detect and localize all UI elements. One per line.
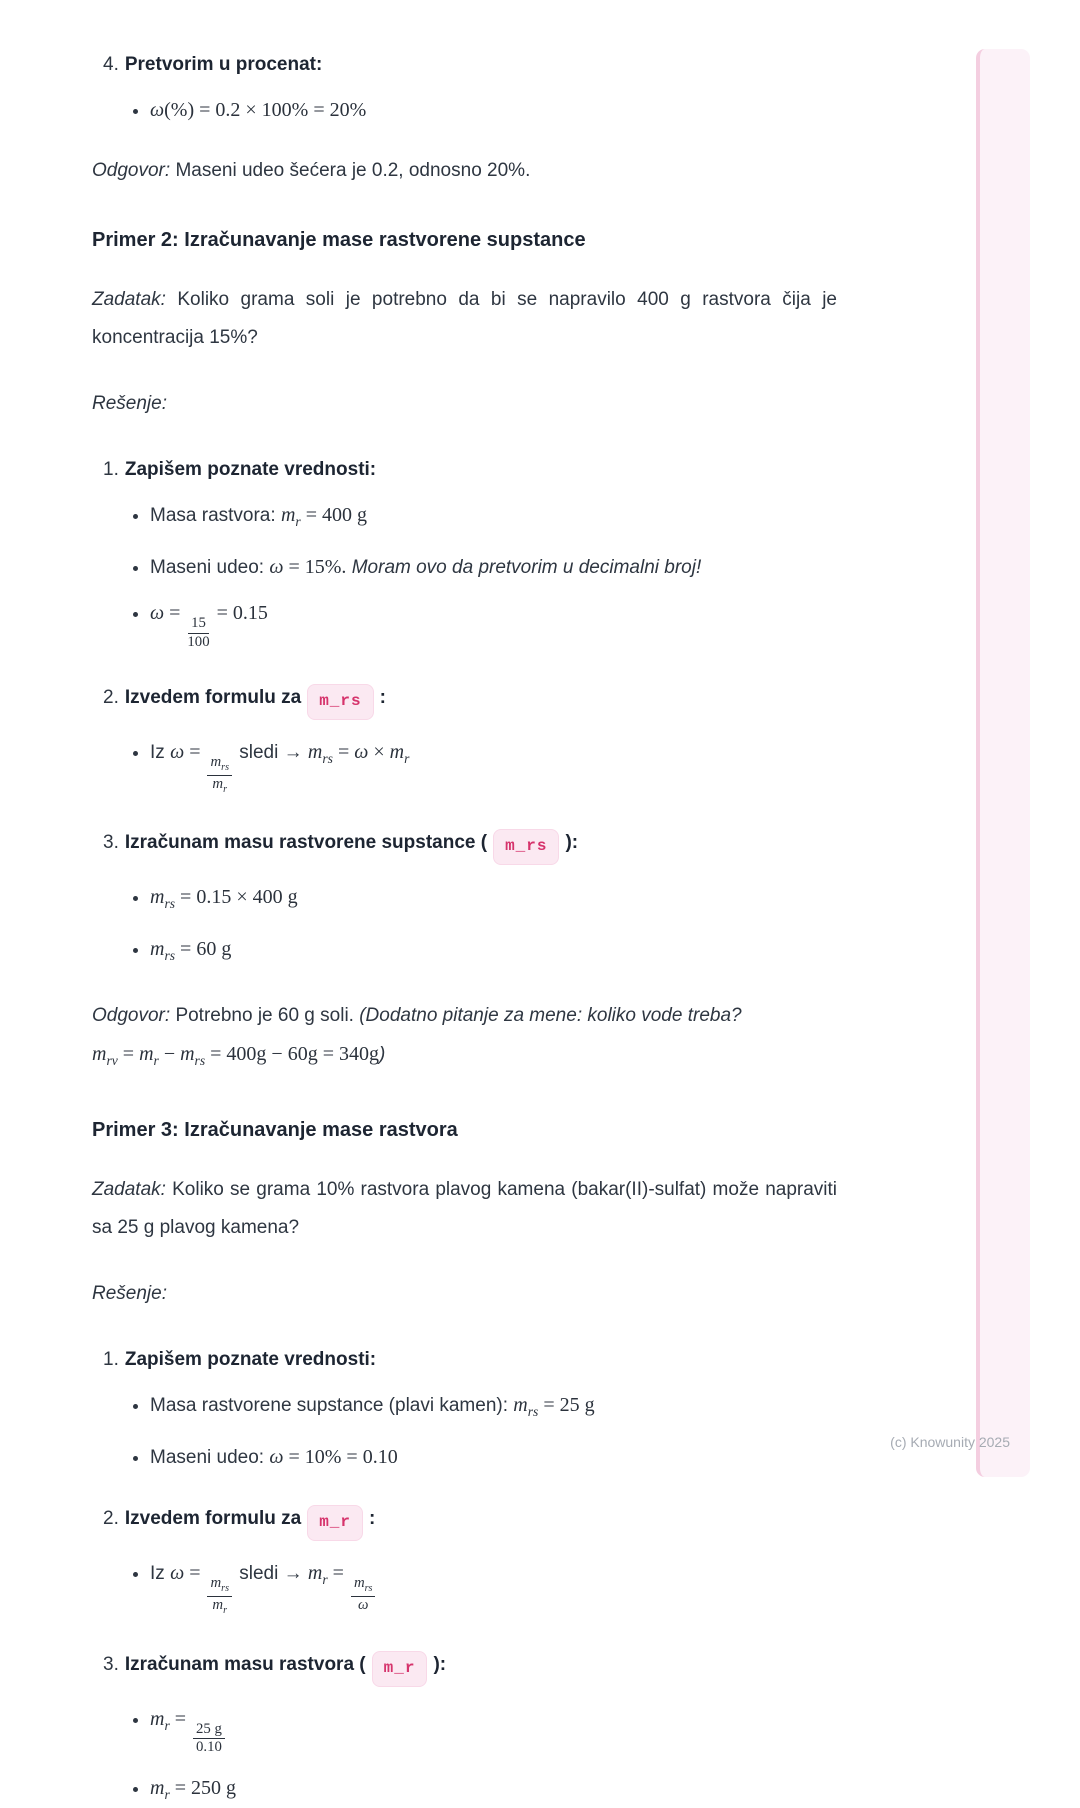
math-expression: $m_r = 250$ g — [150, 1776, 237, 1802]
answer-paragraph — [92, 152, 837, 190]
bullet-item — [150, 554, 837, 581]
bullet-item — [150, 1706, 837, 1756]
math-expression: $m_r$ = $\frac{m_{rs}}{\omega}$ — [308, 1562, 378, 1584]
formula-pre-text: Iz — [150, 742, 165, 764]
bullet-list — [103, 739, 837, 795]
formula-mid-text: sledi → — [239, 742, 303, 764]
math-expression: ω = 10% = 0.10 — [269, 1446, 398, 1469]
math-expression: $m_{rs} = 25$ g — [513, 1394, 595, 1420]
step-item-3 — [92, 1651, 837, 1808]
solution-label: Rešenje: — [92, 393, 167, 414]
step-item-3 — [92, 829, 837, 969]
answer-paragraph — [92, 997, 837, 1080]
step-title: Zapišem poznate vrednosti: — [124, 1349, 377, 1371]
math-expression: ω = $\frac{m_{rs}}{m_r}$ — [170, 1562, 234, 1584]
bullet-label: Maseni udeo: — [150, 557, 265, 578]
task-label: Zadatak: — [92, 1179, 166, 1201]
step-heading — [103, 52, 837, 78]
math-expression: $m_{rv} = m_r - m_{rs} = 400g - 60g = 340g$ — [92, 1043, 379, 1069]
step-title: Izračunam masu rastvora ( — [124, 1653, 366, 1675]
step-heading — [103, 1651, 837, 1687]
bullet-item — [150, 600, 837, 650]
bullet-item — [150, 1444, 837, 1471]
inline-code-badge: m_r — [307, 1505, 363, 1541]
step-item-2 — [92, 684, 837, 795]
step-title-close: ): — [565, 832, 579, 854]
step-title: Pretvorim u procenat: — [124, 54, 323, 75]
inline-code-badge: m_r — [372, 1651, 428, 1687]
bullet-label: Maseni udeo: — [150, 1447, 265, 1469]
bullet-list — [103, 1392, 837, 1471]
step-title-close: ): — [433, 1653, 447, 1675]
answer-label: Odgovor: — [92, 160, 171, 181]
inline-code-badge: m_rs — [307, 684, 373, 720]
answer-label: Odgovor: — [92, 1005, 171, 1027]
step-number: 1. — [103, 1349, 119, 1371]
solution-label: Rešenje: — [92, 1283, 167, 1305]
step-number: 4. — [103, 54, 119, 75]
math-expression: ω(%) = 0.2 × 100% = 20% — [150, 99, 367, 121]
step-heading — [103, 829, 837, 865]
section-heading-primer-2: Primer 2: Izračunavanje mase rastvorene supstance — [92, 229, 586, 251]
math-expression: $m_{rs} = 0.15 \times 400$ g — [150, 886, 298, 912]
step-title: Izvedem formulu za — [124, 687, 302, 709]
step-number: 2. — [103, 687, 119, 709]
bullet-item — [150, 884, 837, 917]
step-item-1 — [92, 1347, 837, 1471]
step-title: Izvedem formulu za — [124, 1508, 302, 1530]
task-paragraph — [92, 281, 837, 357]
bullet-list — [103, 1706, 837, 1808]
step-item-1 — [92, 457, 837, 650]
math-expression: $m_{rs} = 60$ g — [150, 938, 232, 964]
step-item-4 — [92, 52, 837, 124]
formula-pre-text: Iz — [150, 1563, 165, 1585]
step-number: 3. — [103, 832, 119, 854]
task-text: Koliko se grama 10% rastvora plavog kamena (bakar(II)-sulfat) može napraviti sa 25 g plavog kamena? — [92, 1179, 838, 1239]
answer-note: (Dodatno pitanje za mene: koliko vode treba? — [359, 1005, 742, 1027]
bullet-list — [103, 502, 837, 650]
step-title-colon: : — [369, 1508, 376, 1530]
math-expression: ω = 15%. — [269, 556, 347, 578]
task-label: Zadatak: — [92, 289, 166, 310]
bullet-label: Masa rastvora: — [150, 505, 276, 526]
step-title: Izračunam masu rastvorene supstance ( — [124, 832, 488, 854]
step-number: 2. — [103, 1508, 119, 1530]
step-title-colon: : — [379, 687, 386, 709]
inline-code-badge: m_rs — [493, 829, 559, 865]
step-number: 3. — [103, 1653, 119, 1675]
step-heading — [103, 1505, 837, 1541]
bullet-list — [103, 1560, 837, 1616]
answer-text: Maseni udeo šećera je 0.2, odnosno 20%. — [175, 160, 531, 181]
bullet-item — [150, 97, 837, 124]
bullet-item — [150, 1560, 837, 1616]
formula-mid-text: sledi → — [239, 1563, 303, 1585]
step-item-2 — [92, 1505, 837, 1616]
math-expression: $m_r = 400$ g — [280, 504, 367, 529]
math-expression: ω = $\frac{15}{100}$ = 0.15 — [150, 602, 268, 650]
answer-text: Potrebno je 60 g soli. — [175, 1005, 354, 1027]
bullet-list — [103, 97, 837, 124]
step-number: 1. — [103, 459, 119, 480]
bullet-item — [150, 1775, 837, 1808]
task-text: Koliko grama soli je potrebno da bi se napravilo 400 g rastvora čija je koncentracija 15%? — [92, 289, 837, 348]
step-heading — [103, 457, 837, 483]
task-paragraph — [92, 1171, 837, 1247]
document-content — [92, 52, 837, 1808]
bullet-list — [103, 884, 837, 969]
footer-copyright: (c) Knowunity 2025 — [890, 1434, 1010, 1450]
math-expression: ω = $\frac{m_{rs}}{m_r}$ — [170, 741, 234, 763]
step-heading — [103, 1347, 837, 1373]
step-heading — [103, 684, 837, 720]
bullet-item — [150, 502, 837, 535]
bullet-note: Moram ovo da pretvorim u decimalni broj! — [351, 557, 702, 578]
answer-note-close: ) — [378, 1044, 386, 1066]
section-heading-primer-3: Primer 3: Izračunavanje mase rastvora — [92, 1119, 458, 1142]
math-expression: $m_r$ = $\frac{25 g}{0.10}$ — [150, 1708, 227, 1730]
decorative-side-stripe — [976, 49, 1030, 1477]
bullet-label: Masa rastvorene supstance (plavi kamen): — [150, 1395, 508, 1417]
bullet-item — [150, 739, 837, 795]
math-expression: $m_{rs} = \omega \times m_r$ — [307, 741, 410, 767]
bullet-item — [150, 936, 837, 969]
step-title: Zapišem poznate vrednosti: — [124, 459, 377, 480]
bullet-item — [150, 1392, 837, 1425]
